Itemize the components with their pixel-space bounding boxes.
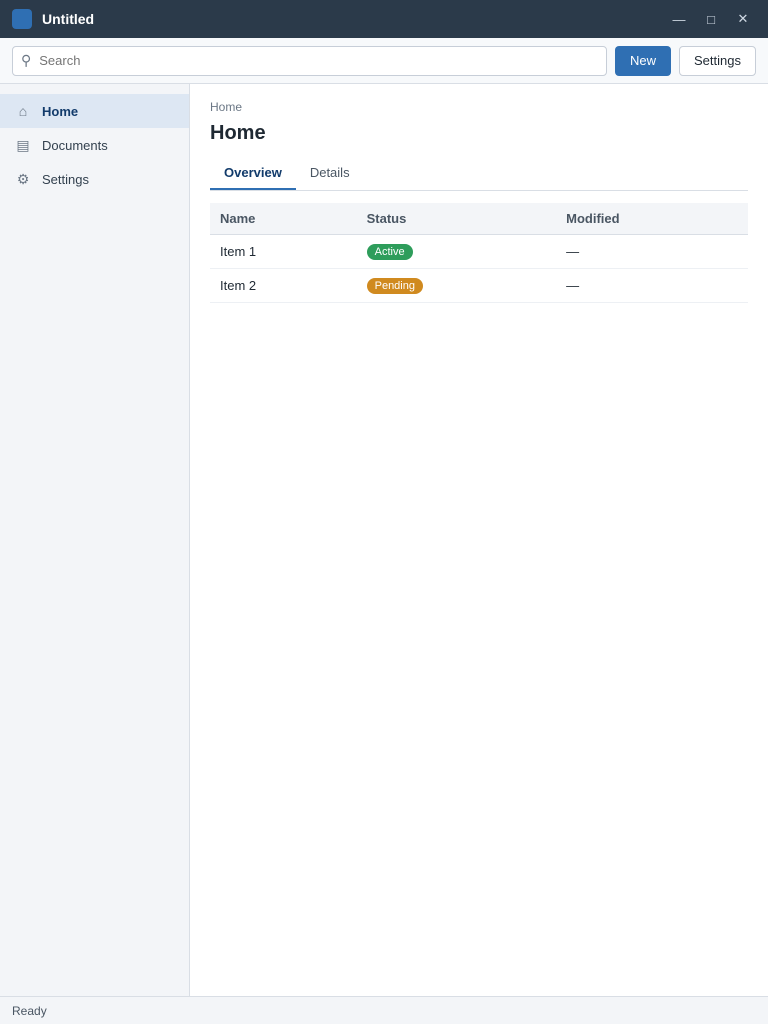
status-left: Ready — [12, 1003, 47, 1018]
window-title: Untitled — [42, 11, 95, 27]
table-row[interactable] — [210, 235, 748, 269]
maximize-icon[interactable]: □ — [707, 11, 715, 27]
sidebar-item-label: Settings — [42, 171, 89, 187]
home-icon: ⌂ — [18, 103, 28, 119]
main-panel — [190, 84, 768, 996]
sidebar-item-home[interactable] — [0, 94, 189, 128]
new-button[interactable]: New — [615, 46, 671, 76]
settings-button[interactable]: Settings — [679, 46, 756, 76]
breadcrumb: Home — [210, 100, 243, 114]
toolbar — [0, 38, 768, 84]
table-cell — [210, 235, 357, 269]
tab-details[interactable]: Details — [309, 165, 350, 180]
sidebar-item-documents[interactable] — [0, 128, 189, 162]
sidebar — [0, 84, 190, 996]
table-header-row — [210, 203, 748, 235]
page-title: Home — [210, 122, 266, 144]
table-cell — [357, 235, 557, 269]
table-cell — [556, 235, 748, 269]
table-cell — [210, 269, 357, 303]
title-bar — [0, 0, 768, 38]
cell-text: Item 2 — [220, 278, 257, 293]
cell-text: Item 1 — [220, 244, 257, 259]
table-cell — [357, 269, 557, 303]
table-row[interactable] — [210, 269, 748, 303]
minimize-icon[interactable]: — — [672, 11, 686, 27]
table-body — [210, 235, 748, 303]
tab-overview[interactable]: Overview — [210, 157, 296, 190]
status-badge: Active — [367, 244, 413, 260]
sidebar-item-label: Home — [42, 103, 79, 119]
cell-text: — — [566, 278, 580, 293]
status-bar — [0, 996, 768, 1024]
content-layout — [0, 84, 768, 996]
sidebar-item-settings[interactable] — [0, 162, 189, 196]
app-logo — [12, 9, 32, 29]
search-box — [12, 46, 607, 76]
column-header[interactable]: Name — [210, 203, 357, 235]
column-header[interactable]: Modified — [556, 203, 748, 235]
sidebar-item-label: Documents — [42, 137, 108, 153]
gear-icon: ⚙ — [16, 170, 30, 187]
data-table — [210, 203, 748, 303]
search-input[interactable] — [37, 52, 598, 69]
cell-text: — — [566, 244, 580, 259]
search-icon: ⚲ — [21, 52, 32, 68]
close-icon[interactable]: ✕ — [737, 11, 749, 26]
folder-icon: ▤ — [16, 136, 30, 153]
status-badge: Pending — [367, 278, 423, 294]
tab-strip — [210, 157, 748, 191]
table-cell — [556, 269, 748, 303]
column-header[interactable]: Status — [357, 203, 557, 235]
